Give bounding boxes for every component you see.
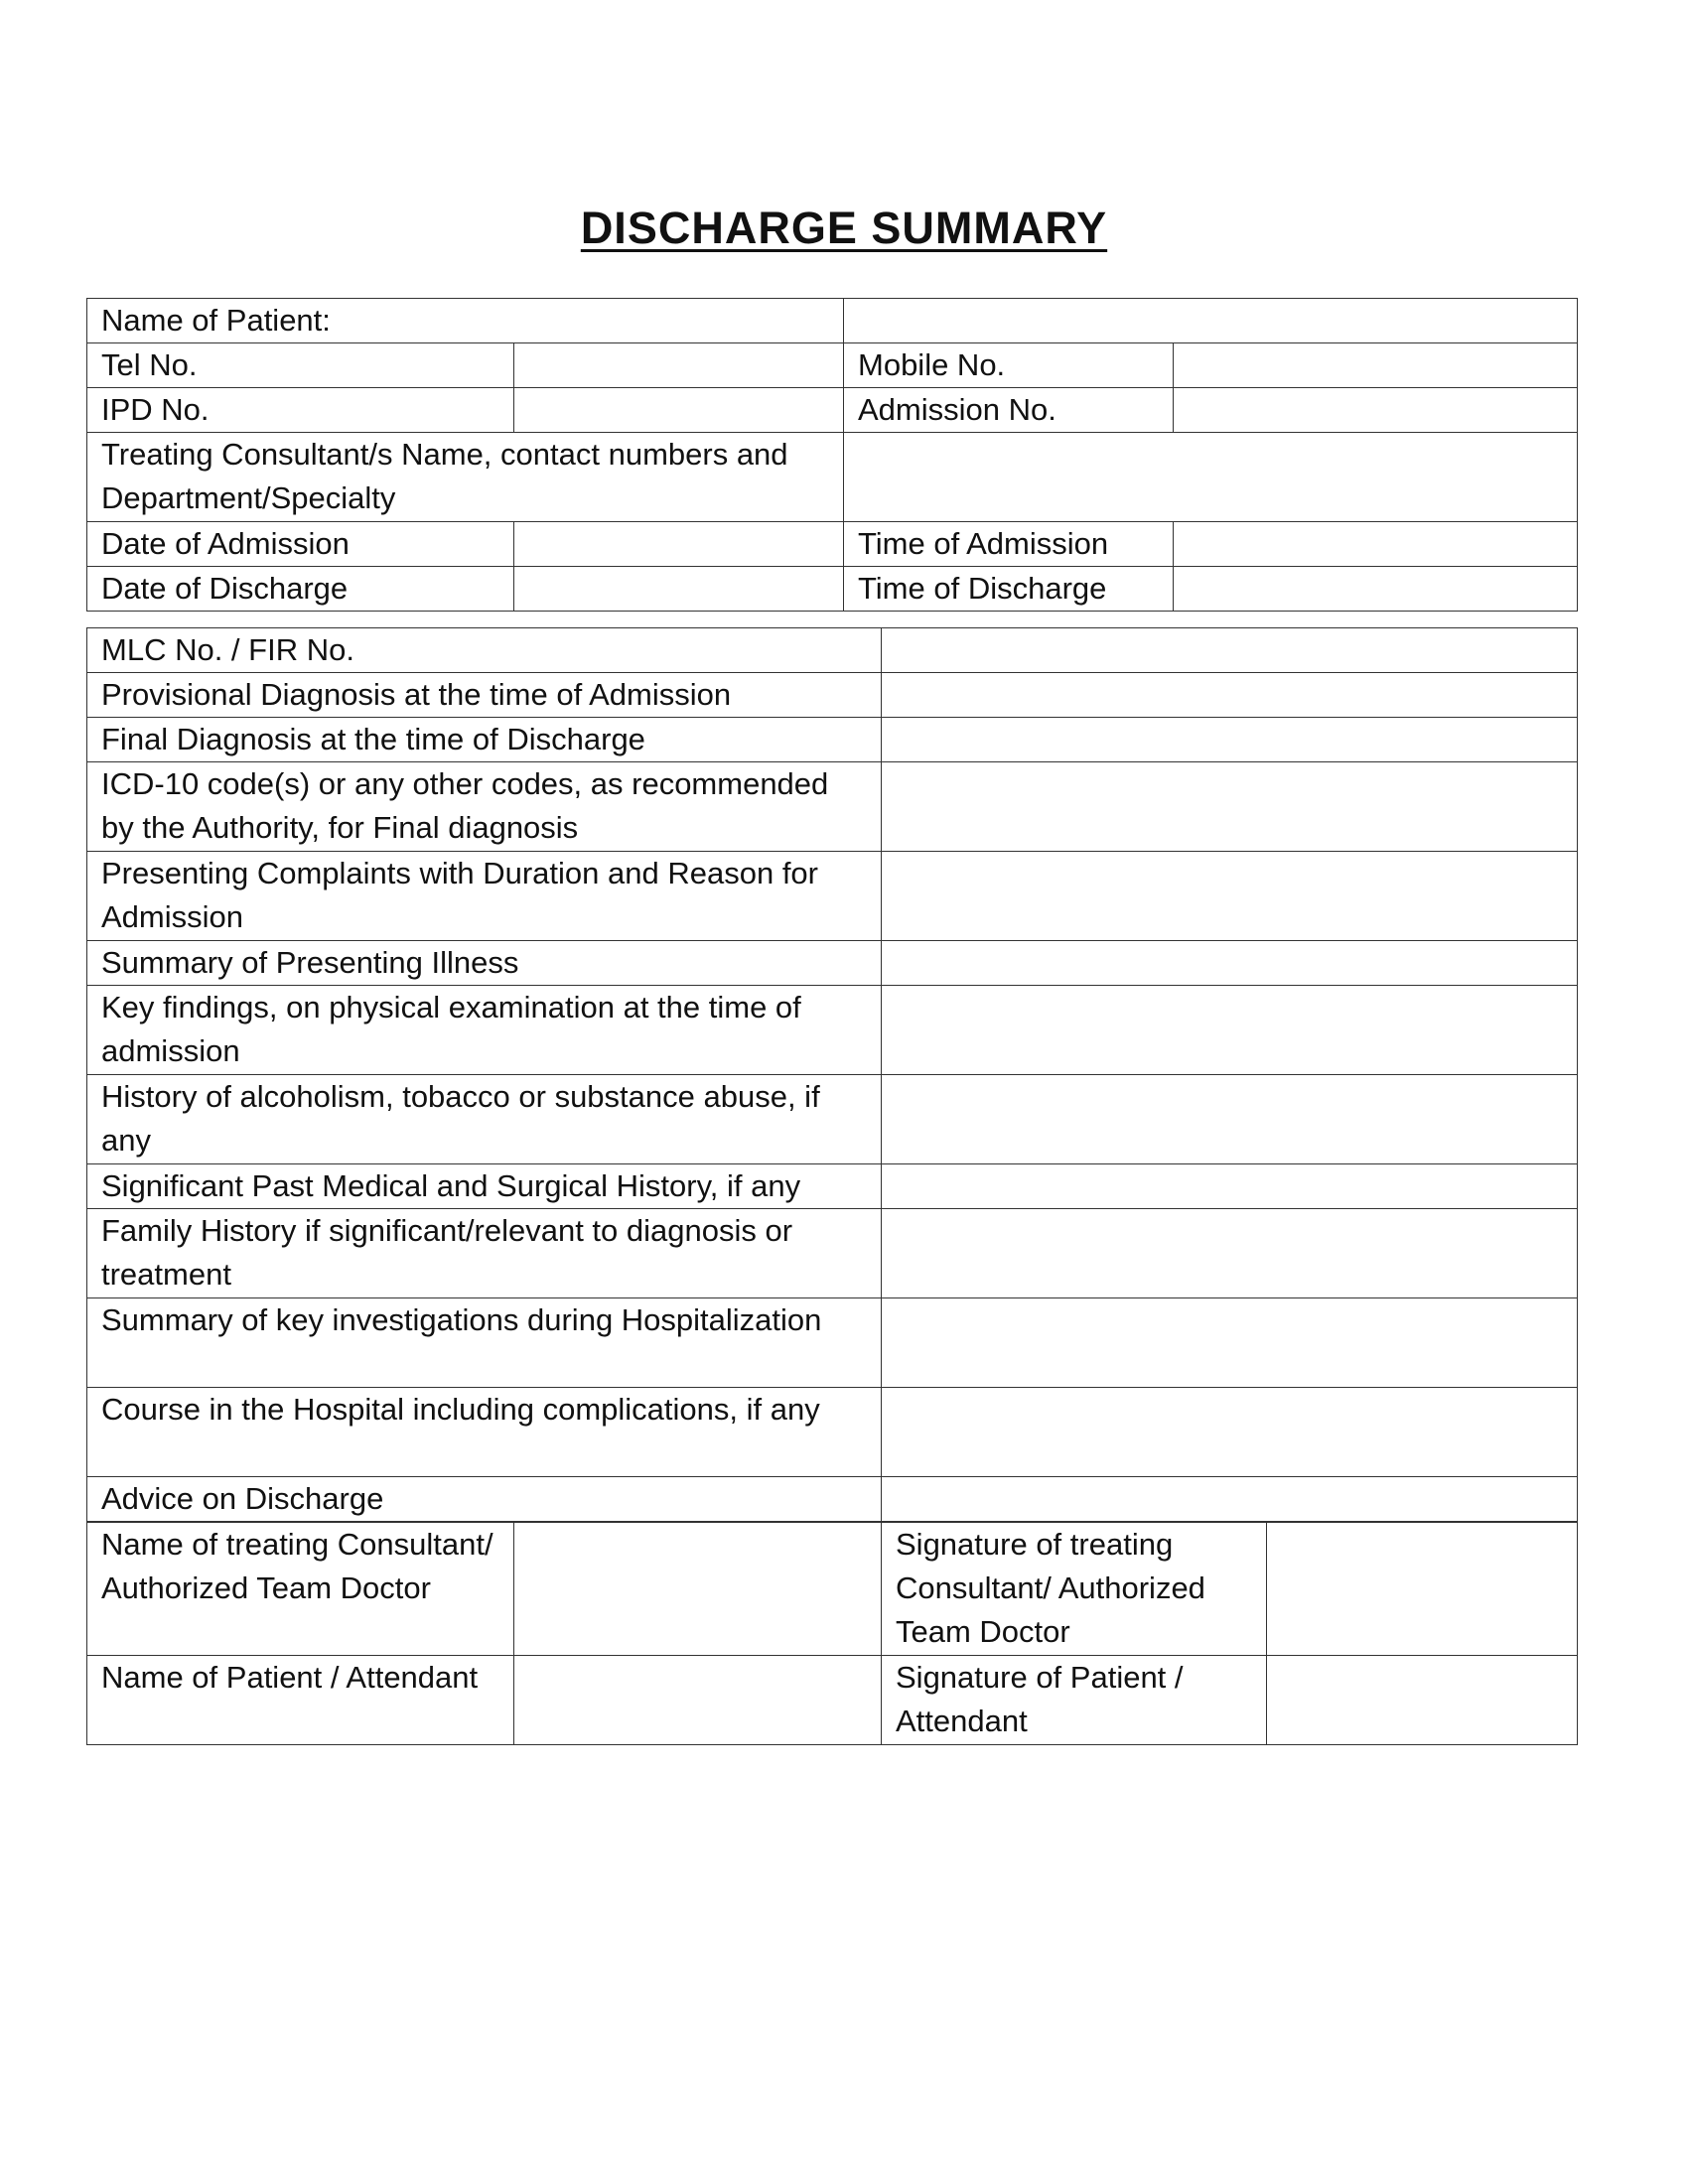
patient-name-label: Name of Patient: (87, 299, 844, 343)
presenting-illness-field[interactable] (882, 941, 1578, 986)
table-row (87, 522, 1578, 567)
consultant-name-field[interactable] (514, 1523, 882, 1656)
provisional-diagnosis-label: Provisional Diagnosis at the time of Admission (87, 673, 882, 718)
patient-name-field[interactable] (844, 299, 1578, 343)
consultant-field[interactable] (844, 433, 1578, 522)
substance-history-field[interactable] (882, 1075, 1578, 1164)
signature-table (86, 1522, 1578, 1745)
table-row (87, 718, 1578, 762)
ipd-label: IPD No. (87, 388, 514, 433)
final-diagnosis-label: Final Diagnosis at the time of Discharge (87, 718, 882, 762)
table-row (87, 941, 1578, 986)
table-row (87, 433, 1578, 522)
table-row (87, 986, 1578, 1075)
clinical-details-table (86, 627, 1578, 1522)
presenting-illness-label: Summary of Presenting Illness (87, 941, 882, 986)
table-row (87, 628, 1578, 673)
icd-codes-label: ICD-10 code(s) or any other codes, as recommended by the Authority, for Final diagnosis (87, 762, 882, 852)
date-discharge-field[interactable] (514, 567, 844, 612)
substance-history-label: History of alcoholism, tobacco or substance abuse, if any (87, 1075, 882, 1164)
table-row (87, 299, 1578, 343)
time-discharge-label: Time of Discharge (844, 567, 1174, 612)
table-row (87, 567, 1578, 612)
investigations-field[interactable] (882, 1298, 1578, 1388)
table-row (87, 1298, 1578, 1388)
key-findings-field[interactable] (882, 986, 1578, 1075)
time-admission-label: Time of Admission (844, 522, 1174, 567)
past-history-field[interactable] (882, 1164, 1578, 1209)
table-row (87, 1209, 1578, 1298)
patient-signature-field[interactable] (1267, 1656, 1578, 1745)
time-admission-field[interactable] (1174, 522, 1578, 567)
table-row (87, 1388, 1578, 1477)
consultant-label: Treating Consultant/s Name, contact numbers and Department/Specialty (87, 433, 844, 522)
discharge-advice-field[interactable] (882, 1477, 1578, 1522)
patient-info-table (86, 298, 1578, 612)
investigations-label: Summary of key investigations during Hospitalization (87, 1298, 882, 1388)
family-history-label: Family History if significant/relevant to diagnosis or treatment (87, 1209, 882, 1298)
patient-attendant-name-field[interactable] (514, 1656, 882, 1745)
date-admission-label: Date of Admission (87, 522, 514, 567)
key-findings-label: Key findings, on physical examination at the time of admission (87, 986, 882, 1075)
table-row (87, 1656, 1578, 1745)
discharge-advice-label: Advice on Discharge (87, 1477, 882, 1522)
date-discharge-label: Date of Discharge (87, 567, 514, 612)
icd-codes-field[interactable] (882, 762, 1578, 852)
mobile-field[interactable] (1174, 343, 1578, 388)
mobile-label: Mobile No. (844, 343, 1174, 388)
presenting-complaints-field[interactable] (882, 852, 1578, 941)
mlc-fir-label: MLC No. / FIR No. (87, 628, 882, 673)
patient-attendant-name-label: Name of Patient / Attendant (87, 1656, 514, 1745)
past-history-label: Significant Past Medical and Surgical History, if any (87, 1164, 882, 1209)
hospital-course-label: Course in the Hospital including complications, if any (87, 1388, 882, 1477)
consultant-signature-label: Signature of treating Consultant/ Authorized Team Doctor (882, 1523, 1267, 1656)
admission-no-label: Admission No. (844, 388, 1174, 433)
time-discharge-field[interactable] (1174, 567, 1578, 612)
table-row (87, 1523, 1578, 1656)
presenting-complaints-label: Presenting Complaints with Duration and Reason for Admission (87, 852, 882, 941)
tel-field[interactable] (514, 343, 844, 388)
page-title-text: DISCHARGE SUMMARY (580, 203, 1108, 253)
ipd-field[interactable] (514, 388, 844, 433)
provisional-diagnosis-field[interactable] (882, 673, 1578, 718)
final-diagnosis-field[interactable] (882, 718, 1578, 762)
table-row (87, 673, 1578, 718)
table-row (87, 343, 1578, 388)
table-row (87, 1075, 1578, 1164)
table-row (87, 852, 1578, 941)
consultant-name-label: Name of treating Consultant/ Authorized Team Doctor (87, 1523, 514, 1656)
table-row (87, 1477, 1578, 1522)
family-history-field[interactable] (882, 1209, 1578, 1298)
admission-no-field[interactable] (1174, 388, 1578, 433)
hospital-course-field[interactable] (882, 1388, 1578, 1477)
consultant-signature-field[interactable] (1267, 1523, 1578, 1656)
date-admission-field[interactable] (514, 522, 844, 567)
table-row (87, 762, 1578, 852)
table-row (87, 388, 1578, 433)
page-title (0, 203, 1688, 254)
patient-signature-label: Signature of Patient / Attendant (882, 1656, 1267, 1745)
tel-label: Tel No. (87, 343, 514, 388)
table-row (87, 1164, 1578, 1209)
mlc-fir-field[interactable] (882, 628, 1578, 673)
